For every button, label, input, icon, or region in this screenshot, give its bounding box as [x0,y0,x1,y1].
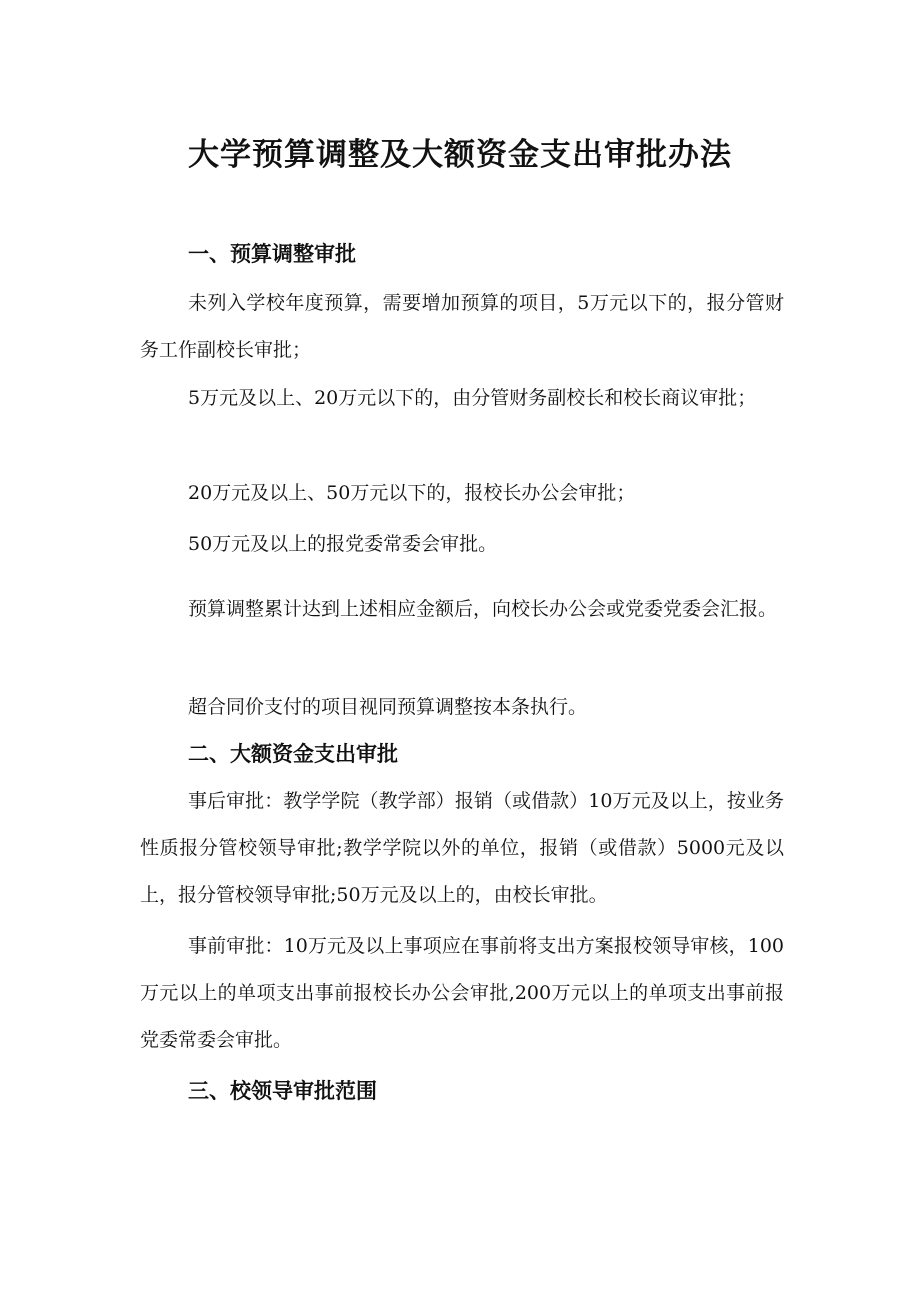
paragraph: 5万元及以上、20万元以下的，由分管财务副校长和校长商议审批； [188,387,757,409]
paragraph: 事前审批：10万元及以上事项应在事前将支出方案报校领导审核，100万元以上的单项支出事前报校长办公会审批,200万元以上的单项支出事前报党委常委会审批。 [140,935,784,1051]
paragraph: 超合同价支付的项目视同预算调整按本条执行。 [188,696,588,718]
paragraph: 事后审批：教学学院（教学部）报销（或借款）10万元及以上，按业务性质报分管校领导审批;教学学院以外的单位，报销（或借款）5000元及以上，报分管校领导审批;50万元及以上的，由校长审批。 [140,790,784,906]
section-heading-budget-adjustment: 一、预算调整审批 [188,242,356,266]
paragraph: 20万元及以上、50万元以下的，报校长办公会审批； [188,482,636,504]
paragraph: 50万元及以上的报党委常委会审批。 [188,533,498,555]
paragraph: 未列入学校年度预算，需要增加预算的项目，5万元以下的，报分管财务工作副校长审批； [140,292,784,361]
document-title: 大学预算调整及大额资金支出审批办法 [188,137,732,173]
paragraph: 预算调整累计达到上述相应金额后，向校长办公会或党委党委会汇报。 [188,598,778,620]
section-heading-leader-approval-scope: 三、校领导审批范围 [188,1079,377,1103]
section-heading-large-expenditure: 二、大额资金支出审批 [188,742,398,766]
